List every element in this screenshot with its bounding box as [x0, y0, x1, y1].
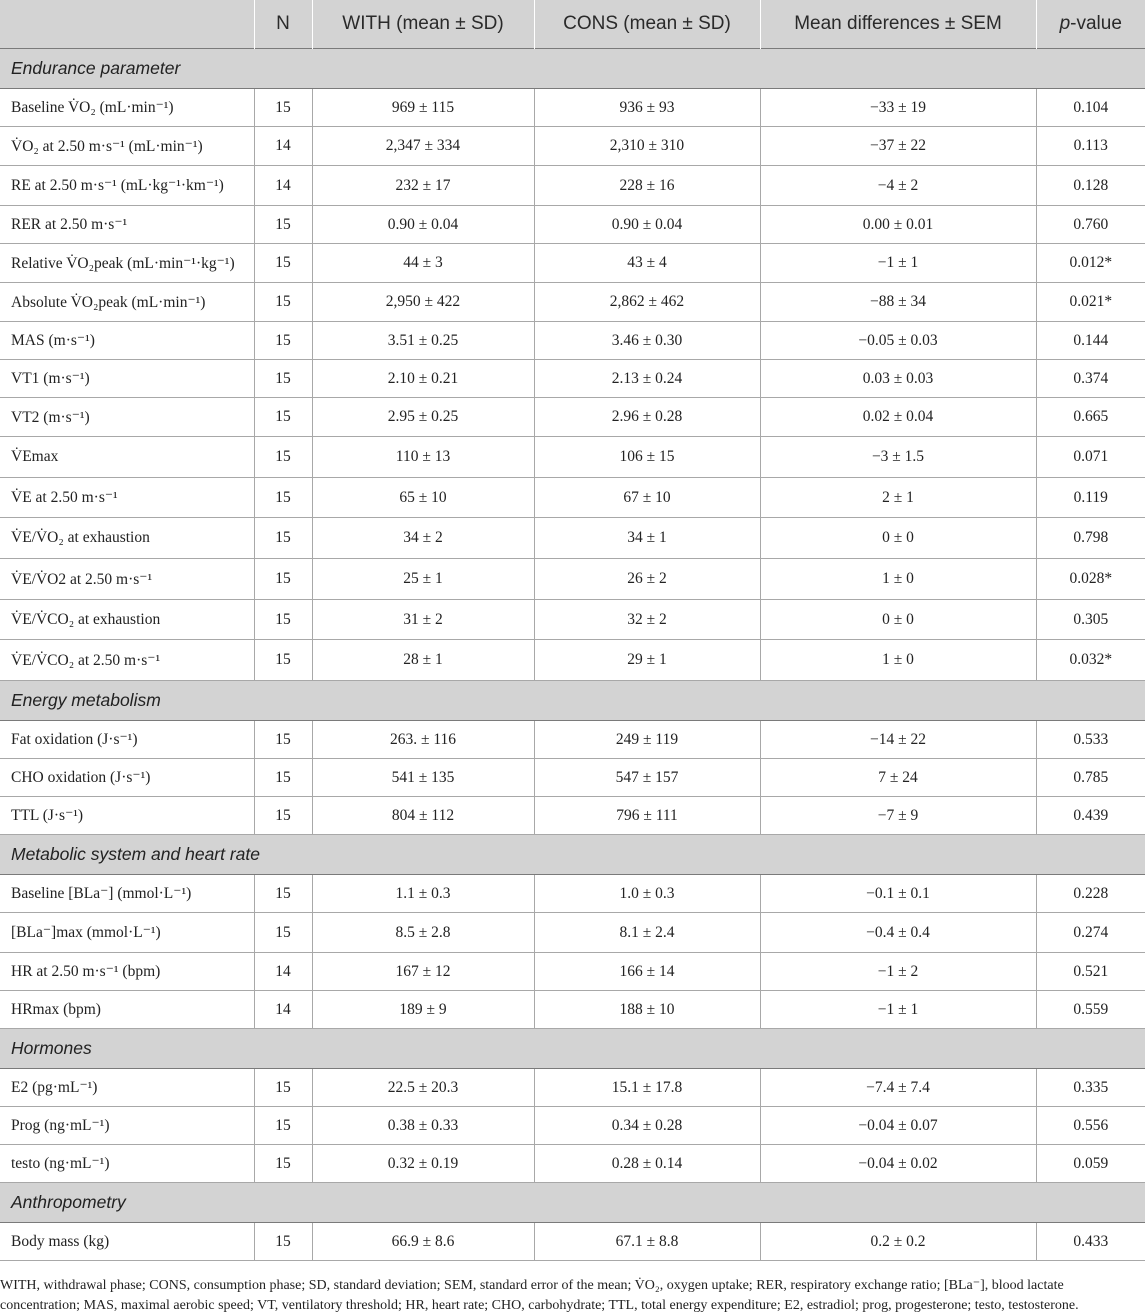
cell-p-value: 0.104	[1036, 89, 1145, 127]
cell-mean-diff: −3 ± 1.5	[760, 437, 1036, 478]
header-p-italic: p	[1059, 13, 1071, 34]
cell-with: 167 ± 12	[312, 953, 534, 991]
section-title: Metabolic system and heart rate	[0, 835, 1145, 875]
header-cons: CONS (mean ± SD)	[534, 0, 760, 49]
table-row	[0, 559, 1145, 600]
cell-mean-diff: 0.00 ± 0.01	[760, 206, 1036, 244]
cell-p-value: 0.113	[1036, 127, 1145, 166]
table-row	[0, 913, 1145, 953]
cell-cons: 32 ± 2	[534, 600, 760, 640]
cell-cons: 188 ± 10	[534, 991, 760, 1029]
cell-n: 15	[254, 283, 312, 322]
section-title: Anthropometry	[0, 1183, 1145, 1223]
cell-n: 15	[254, 913, 312, 953]
cell-with: 22.5 ± 20.3	[312, 1069, 534, 1107]
cell-p-value: 0.071	[1036, 437, 1145, 478]
cell-n: 14	[254, 166, 312, 206]
cell-cons: 2,862 ± 462	[534, 283, 760, 322]
cell-with: 232 ± 17	[312, 166, 534, 206]
cell-parameter: TTL (J·s⁻¹)	[0, 797, 254, 835]
cell-n: 15	[254, 1223, 312, 1261]
cell-mean-diff: −0.4 ± 0.4	[760, 913, 1036, 953]
cell-with: 25 ± 1	[312, 559, 534, 600]
cell-p-value: 0.305	[1036, 600, 1145, 640]
cell-mean-diff: 1 ± 0	[760, 559, 1036, 600]
cell-parameter: VT1 (m·s⁻¹)	[0, 360, 254, 398]
cell-mean-diff: 0 ± 0	[760, 600, 1036, 640]
cell-mean-diff: −7 ± 9	[760, 797, 1036, 835]
cell-cons: 936 ± 93	[534, 89, 760, 127]
cell-n: 15	[254, 875, 312, 913]
cell-n: 15	[254, 1069, 312, 1107]
cell-n: 15	[254, 797, 312, 835]
cell-parameter: V̇O₂ at 2.50 m·s⁻¹ (mL·min⁻¹)	[0, 127, 254, 166]
cell-parameter: Baseline V̇O₂ (mL·min⁻¹)	[0, 89, 254, 127]
cell-cons: 106 ± 15	[534, 437, 760, 478]
cell-n: 15	[254, 244, 312, 283]
table-row	[0, 360, 1145, 398]
cell-parameter: V̇Emax	[0, 437, 254, 478]
cell-p-value: 0.144	[1036, 322, 1145, 360]
cell-p-value: 0.785	[1036, 759, 1145, 797]
cell-mean-diff: 0.02 ± 0.04	[760, 398, 1036, 437]
header-with: WITH (mean ± SD)	[312, 0, 534, 49]
table-footnote: WITH, withdrawal phase; CONS, consumption phase; SD, standard deviation; SEM, standard error of the mean; V̇O₂, oxygen uptake; RER, respiratory exchange ratio; [BLa⁻], blood lactate concentration; MAS, maximal aerobic speed; VT, ventilatory threshold; HR, heart rate; CHO, carbohydrate; TTL, total energy expenditure; E2, estradiol; prog, progesterone; testo, testosterone.	[0, 1278, 1079, 1313]
cell-p-value: 0.521	[1036, 953, 1145, 991]
cell-with: 2.10 ± 0.21	[312, 360, 534, 398]
header-n: N	[254, 0, 312, 49]
cell-with: 541 ± 135	[312, 759, 534, 797]
cell-with: 66.9 ± 8.6	[312, 1223, 534, 1261]
cell-p-value: 0.433	[1036, 1223, 1145, 1261]
table-row	[0, 1145, 1145, 1183]
cell-with: 189 ± 9	[312, 991, 534, 1029]
cell-n: 15	[254, 1107, 312, 1145]
cell-with: 2,950 ± 422	[312, 283, 534, 322]
cell-cons: 26 ± 2	[534, 559, 760, 600]
cell-with: 969 ± 115	[312, 89, 534, 127]
cell-cons: 0.90 ± 0.04	[534, 206, 760, 244]
table-row	[0, 721, 1145, 759]
cell-p-value: 0.335	[1036, 1069, 1145, 1107]
cell-p-value: 0.274	[1036, 913, 1145, 953]
table-row	[0, 518, 1145, 559]
cell-parameter: V̇E/V̇O₂ at exhaustion	[0, 518, 254, 559]
section-header	[0, 681, 1145, 721]
cell-parameter: RER at 2.50 m·s⁻¹	[0, 206, 254, 244]
cell-n: 14	[254, 127, 312, 166]
table-row	[0, 283, 1145, 322]
cell-cons: 796 ± 111	[534, 797, 760, 835]
table-row	[0, 953, 1145, 991]
cell-n: 15	[254, 89, 312, 127]
cell-mean-diff: 0 ± 0	[760, 518, 1036, 559]
cell-mean-diff: −14 ± 22	[760, 721, 1036, 759]
cell-cons: 67 ± 10	[534, 478, 760, 518]
cell-n: 15	[254, 518, 312, 559]
table-row	[0, 89, 1145, 127]
cell-with: 34 ± 2	[312, 518, 534, 559]
table-row	[0, 797, 1145, 835]
cell-n: 15	[254, 640, 312, 681]
cell-mean-diff: −1 ± 1	[760, 244, 1036, 283]
cell-parameter: E2 (pg·mL⁻¹)	[0, 1069, 254, 1107]
cell-mean-diff: 1 ± 0	[760, 640, 1036, 681]
cell-mean-diff: 2 ± 1	[760, 478, 1036, 518]
table-row	[0, 1223, 1145, 1261]
cell-cons: 2,310 ± 310	[534, 127, 760, 166]
table-row	[0, 398, 1145, 437]
cell-parameter: Relative V̇O₂peak (mL·min⁻¹·kg⁻¹)	[0, 244, 254, 283]
section-header	[0, 1183, 1145, 1223]
table-row	[0, 1069, 1145, 1107]
cell-p-value: 0.012*	[1036, 244, 1145, 283]
cell-with: 110 ± 13	[312, 437, 534, 478]
cell-mean-diff: −0.04 ± 0.07	[760, 1107, 1036, 1145]
table-row	[0, 206, 1145, 244]
cell-p-value: 0.559	[1036, 991, 1145, 1029]
table-body	[0, 49, 1145, 1261]
cell-n: 15	[254, 559, 312, 600]
cell-with: 2.95 ± 0.25	[312, 398, 534, 437]
table-row	[0, 166, 1145, 206]
cell-cons: 3.46 ± 0.30	[534, 322, 760, 360]
cell-p-value: 0.128	[1036, 166, 1145, 206]
cell-parameter: Baseline [BLa⁻] (mmol·L⁻¹)	[0, 875, 254, 913]
cell-n: 15	[254, 1145, 312, 1183]
cell-p-value: 0.798	[1036, 518, 1145, 559]
cell-n: 15	[254, 322, 312, 360]
cell-p-value: 0.032*	[1036, 640, 1145, 681]
cell-cons: 249 ± 119	[534, 721, 760, 759]
cell-p-value: 0.028*	[1036, 559, 1145, 600]
cell-with: 44 ± 3	[312, 244, 534, 283]
header-p-value	[1036, 0, 1145, 49]
cell-with: 3.51 ± 0.25	[312, 322, 534, 360]
cell-n: 15	[254, 398, 312, 437]
cell-with: 0.32 ± 0.19	[312, 1145, 534, 1183]
cell-with: 2,347 ± 334	[312, 127, 534, 166]
cell-parameter: V̇E/V̇CO₂ at exhaustion	[0, 600, 254, 640]
table-row	[0, 991, 1145, 1029]
cell-p-value: 0.228	[1036, 875, 1145, 913]
cell-parameter: Fat oxidation (J·s⁻¹)	[0, 721, 254, 759]
section-title: Energy metabolism	[0, 681, 1145, 721]
cell-with: 65 ± 10	[312, 478, 534, 518]
table-row	[0, 1107, 1145, 1145]
header-mean-diff: Mean differences ± SEM	[760, 0, 1036, 49]
cell-parameter: Absolute V̇O₂peak (mL·min⁻¹)	[0, 283, 254, 322]
table-row	[0, 875, 1145, 913]
cell-mean-diff: −37 ± 22	[760, 127, 1036, 166]
cell-parameter: testo (ng·mL⁻¹)	[0, 1145, 254, 1183]
cell-mean-diff: 0.2 ± 0.2	[760, 1223, 1036, 1261]
cell-parameter: VT2 (m·s⁻¹)	[0, 398, 254, 437]
section-header	[0, 835, 1145, 875]
cell-with: 1.1 ± 0.3	[312, 875, 534, 913]
cell-mean-diff: −0.1 ± 0.1	[760, 875, 1036, 913]
cell-n: 14	[254, 991, 312, 1029]
section-title: Endurance parameter	[0, 49, 1145, 89]
cell-cons: 2.13 ± 0.24	[534, 360, 760, 398]
cell-parameter: [BLa⁻]max (mmol·L⁻¹)	[0, 913, 254, 953]
cell-mean-diff: −1 ± 1	[760, 991, 1036, 1029]
table-row	[0, 127, 1145, 166]
table-row	[0, 640, 1145, 681]
cell-with: 31 ± 2	[312, 600, 534, 640]
cell-p-value: 0.665	[1036, 398, 1145, 437]
cell-cons: 166 ± 14	[534, 953, 760, 991]
cell-p-value: 0.059	[1036, 1145, 1145, 1183]
cell-p-value: 0.760	[1036, 206, 1145, 244]
cell-cons: 8.1 ± 2.4	[534, 913, 760, 953]
cell-parameter: CHO oxidation (J·s⁻¹)	[0, 759, 254, 797]
cell-p-value: 0.119	[1036, 478, 1145, 518]
cell-parameter: Prog (ng·mL⁻¹)	[0, 1107, 254, 1145]
cell-mean-diff: −7.4 ± 7.4	[760, 1069, 1036, 1107]
cell-p-value: 0.556	[1036, 1107, 1145, 1145]
cell-parameter: V̇E/V̇O2 at 2.50 m·s⁻¹	[0, 559, 254, 600]
cell-n: 15	[254, 360, 312, 398]
cell-p-value: 0.374	[1036, 360, 1145, 398]
cell-n: 15	[254, 759, 312, 797]
cell-cons: 29 ± 1	[534, 640, 760, 681]
cell-p-value: 0.021*	[1036, 283, 1145, 322]
cell-p-value: 0.533	[1036, 721, 1145, 759]
table-row	[0, 437, 1145, 478]
table-row	[0, 322, 1145, 360]
table-row	[0, 759, 1145, 797]
cell-cons: 2.96 ± 0.28	[534, 398, 760, 437]
section-header	[0, 49, 1145, 89]
cell-mean-diff: −33 ± 19	[760, 89, 1036, 127]
cell-mean-diff: 7 ± 24	[760, 759, 1036, 797]
cell-with: 0.90 ± 0.04	[312, 206, 534, 244]
table-row	[0, 244, 1145, 283]
table-row	[0, 478, 1145, 518]
cell-cons: 0.34 ± 0.28	[534, 1107, 760, 1145]
cell-parameter: V̇E at 2.50 m·s⁻¹	[0, 478, 254, 518]
cell-with: 804 ± 112	[312, 797, 534, 835]
table-row	[0, 600, 1145, 640]
cell-parameter: HR at 2.50 m·s⁻¹ (bpm)	[0, 953, 254, 991]
cell-mean-diff: 0.03 ± 0.03	[760, 360, 1036, 398]
cell-n: 14	[254, 953, 312, 991]
cell-n: 15	[254, 721, 312, 759]
cell-parameter: HRmax (bpm)	[0, 991, 254, 1029]
cell-with: 0.38 ± 0.33	[312, 1107, 534, 1145]
cell-p-value: 0.439	[1036, 797, 1145, 835]
cell-mean-diff: −88 ± 34	[760, 283, 1036, 322]
cell-parameter: RE at 2.50 m·s⁻¹ (mL·kg⁻¹·km⁻¹)	[0, 166, 254, 206]
cell-n: 15	[254, 437, 312, 478]
cell-cons: 34 ± 1	[534, 518, 760, 559]
cell-parameter: MAS (m·s⁻¹)	[0, 322, 254, 360]
cell-with: 8.5 ± 2.8	[312, 913, 534, 953]
section-title: Hormones	[0, 1029, 1145, 1069]
header-parameter	[0, 0, 254, 49]
header-p-suffix: -value	[1070, 13, 1122, 34]
cell-cons: 547 ± 157	[534, 759, 760, 797]
section-header	[0, 1029, 1145, 1069]
cell-parameter: V̇E/V̇CO₂ at 2.50 m·s⁻¹	[0, 640, 254, 681]
cell-cons: 15.1 ± 17.8	[534, 1069, 760, 1107]
cell-with: 28 ± 1	[312, 640, 534, 681]
header-row	[0, 0, 1145, 49]
cell-n: 15	[254, 600, 312, 640]
cell-cons: 1.0 ± 0.3	[534, 875, 760, 913]
cell-cons: 43 ± 4	[534, 244, 760, 283]
cell-parameter: Body mass (kg)	[0, 1223, 254, 1261]
cell-n: 15	[254, 478, 312, 518]
cell-cons: 0.28 ± 0.14	[534, 1145, 760, 1183]
cell-cons: 228 ± 16	[534, 166, 760, 206]
cell-with: 263. ± 116	[312, 721, 534, 759]
cell-n: 15	[254, 206, 312, 244]
cell-cons: 67.1 ± 8.8	[534, 1223, 760, 1261]
cell-mean-diff: −4 ± 2	[760, 166, 1036, 206]
cell-mean-diff: −0.04 ± 0.02	[760, 1145, 1036, 1183]
cell-mean-diff: −1 ± 2	[760, 953, 1036, 991]
cell-mean-diff: −0.05 ± 0.03	[760, 322, 1036, 360]
